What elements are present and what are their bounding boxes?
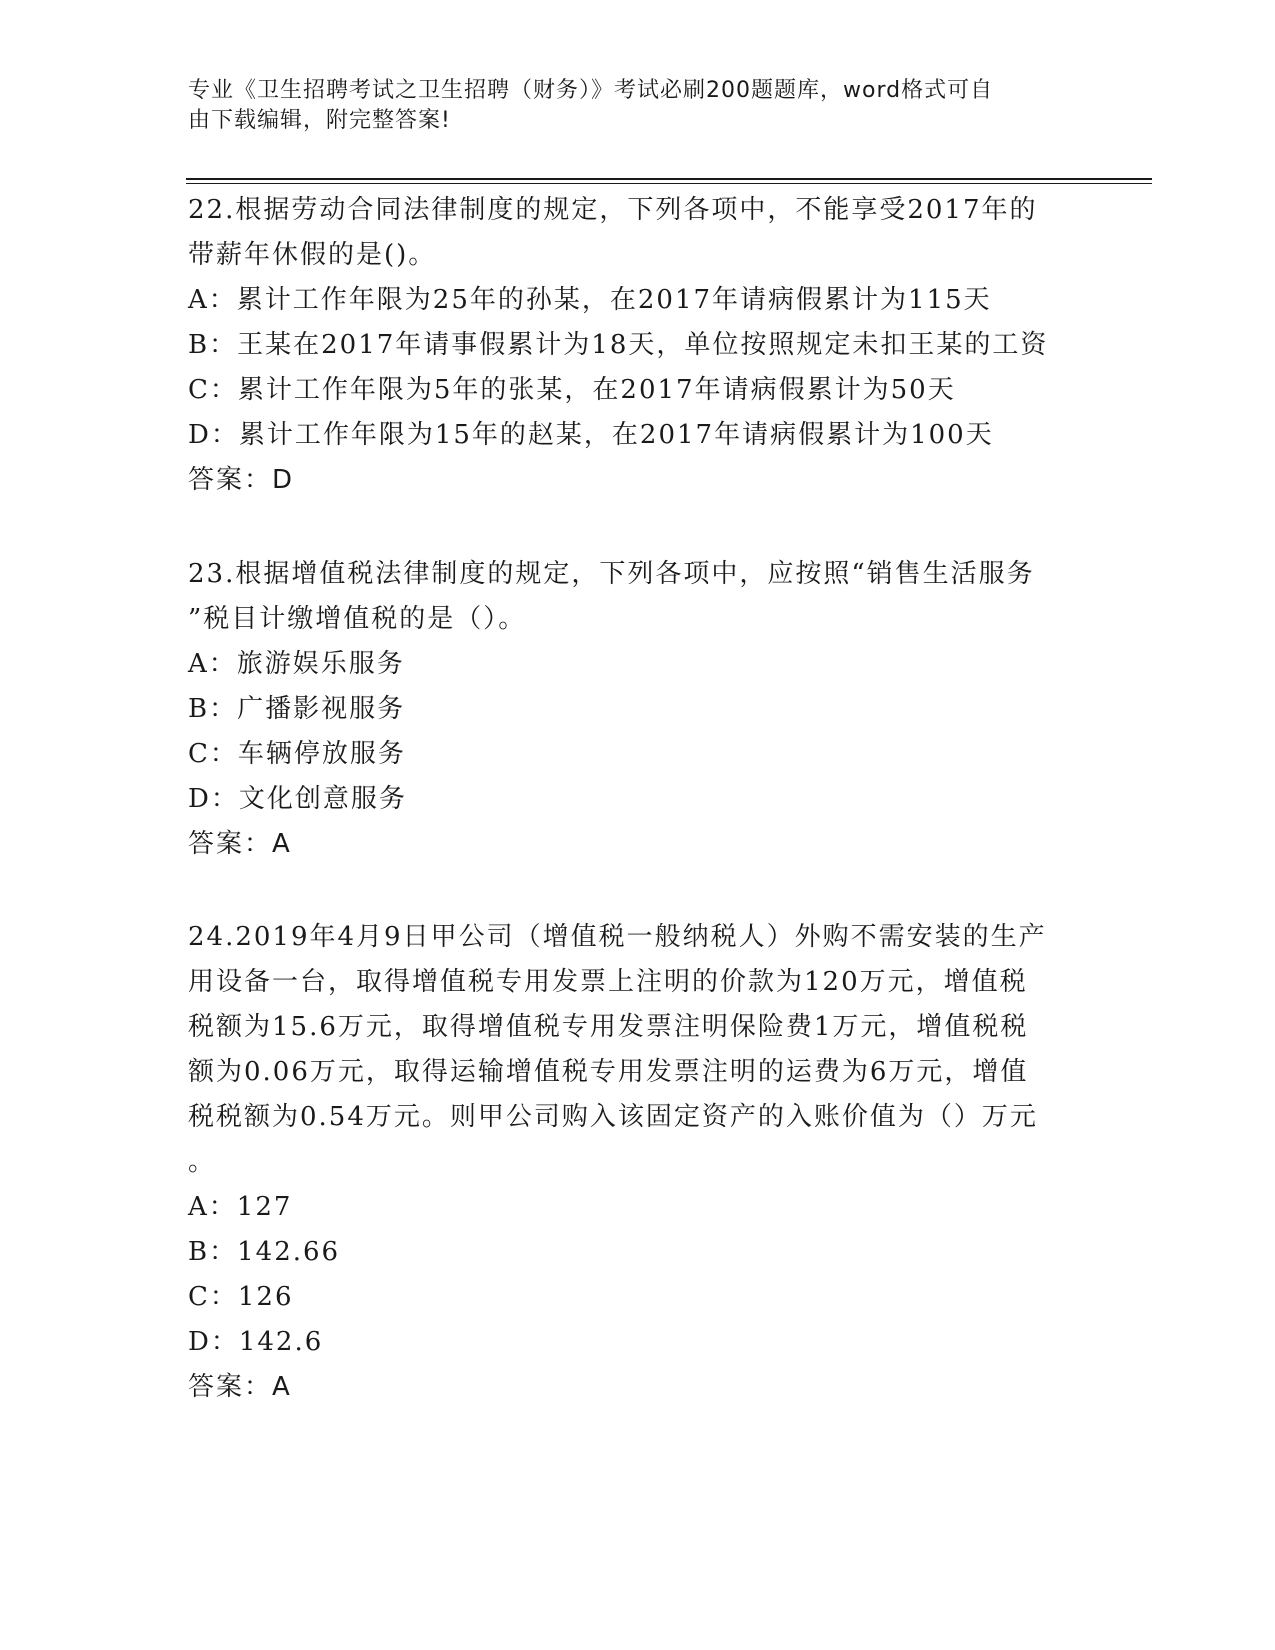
answer: 答案：D — [188, 465, 295, 495]
header-line: 由下载编辑，附完整答案! — [188, 108, 451, 133]
question-text: 。 — [188, 1147, 217, 1177]
question-text: 税税额为0.54万元。则甲公司购入该固定资产的入账价值为（）万元 — [188, 1102, 1038, 1132]
question-24 — [188, 915, 1088, 1410]
option-b: B：广播影视服务 — [188, 694, 406, 724]
option-d: D：累计工作年限为15年的赵某，在2017年请病假累计为100天 — [188, 420, 994, 450]
question-text: 22.根据劳动合同法律制度的规定，下列各项中，不能享受2017年的 — [188, 195, 1038, 225]
option-c: C：车辆停放服务 — [188, 739, 406, 769]
document-header — [188, 76, 1068, 136]
option-a: A：127 — [188, 1192, 293, 1222]
header-divider — [186, 178, 1152, 180]
option-a: A：累计工作年限为25年的孙某，在2017年请病假累计为115天 — [188, 285, 992, 315]
answer: 答案：A — [188, 829, 292, 859]
option-a: A：旅游娱乐服务 — [188, 649, 405, 679]
option-c: C：126 — [188, 1282, 294, 1312]
answer: 答案：A — [188, 1372, 292, 1402]
question-text: ”税目计缴增值税的是（）。 — [188, 604, 527, 634]
question-text: 用设备一台，取得增值税专用发票上注明的价款为120万元，增值税 — [188, 967, 1028, 997]
question-text: 额为0.06万元，取得运输增值税专用发票注明的运费为6万元，增值 — [188, 1057, 1029, 1087]
question-text: 24.2019年4月9日甲公司（增值税一般纳税人）外购不需安装的生产 — [188, 922, 1047, 952]
question-text: 带薪年休假的是()。 — [188, 240, 437, 270]
option-c: C：累计工作年限为5年的张某，在2017年请病假累计为50天 — [188, 375, 956, 405]
option-d: D：142.6 — [188, 1327, 324, 1357]
question-22 — [188, 188, 1088, 503]
question-text: 税额为15.6万元，取得增值税专用发票注明保险费1万元，增值税税 — [188, 1012, 1029, 1042]
header-line: 专业《卫生招聘考试之卫生招聘（财务）》考试必刷200题题库，word格式可自 — [188, 78, 994, 103]
question-23 — [188, 552, 1088, 867]
option-d: D：文化创意服务 — [188, 784, 407, 814]
option-b: B：王某在2017年请事假累计为18天，单位按照规定未扣王某的工资 — [188, 330, 1049, 360]
header-divider — [186, 183, 1152, 184]
question-text: 23.根据增值税法律制度的规定，下列各项中，应按照“销售生活服务 — [188, 559, 1035, 589]
option-b: B：142.66 — [188, 1237, 341, 1267]
